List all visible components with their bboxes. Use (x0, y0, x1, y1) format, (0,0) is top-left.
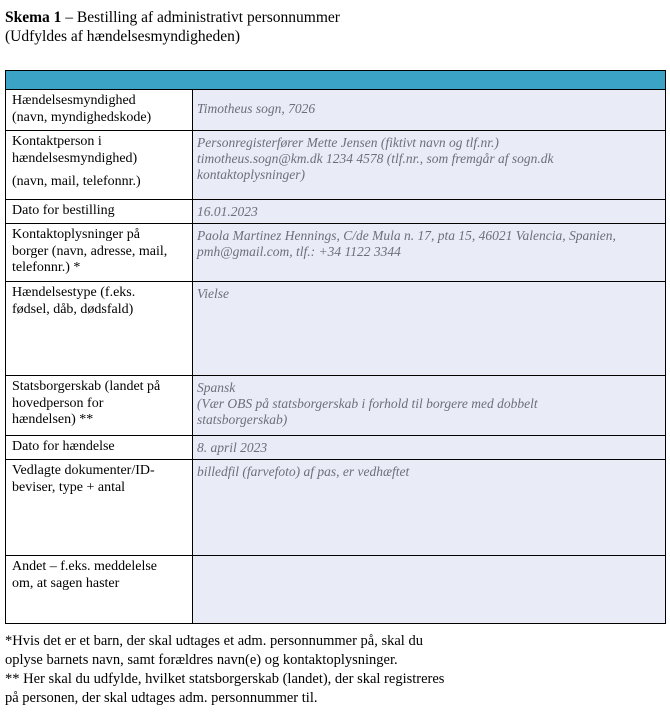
field-event-type[interactable]: Vielse (193, 282, 666, 376)
field-other[interactable] (193, 556, 666, 624)
order-form-table (5, 70, 666, 624)
field-event-date[interactable]: 8. april 2023 (193, 436, 666, 460)
row-attached-documents (6, 460, 666, 556)
field-authority[interactable]: Timotheus sogn, 7026 (193, 90, 666, 131)
label-authority: Hændelsesmyndighed (navn, myndighedskode) (6, 90, 193, 131)
schema-label: Skema 1 (5, 9, 62, 26)
field-attached-documents[interactable]: billedfil (farvefoto) af pas, er vedhæftet (193, 460, 666, 556)
label-other: Andet – f.eks. meddelelse om, at sagen haster (6, 556, 193, 624)
footnote-line: oplyse barnets navn, samt forældres navn(e) og kontaktoplysninger. (5, 652, 398, 668)
title-text: – Bestilling af administrativt personnummer (61, 9, 340, 26)
row-order-date (6, 200, 666, 224)
footnote-line: på personen, der skal udtages adm. personnummer til. (5, 690, 318, 706)
table-header-band (6, 71, 666, 90)
label-attached-documents: Vedlagte dokumenter/ID- beviser, type + antal (6, 460, 193, 556)
form-title (5, 8, 340, 27)
row-event-type (6, 282, 666, 376)
footnotes (5, 632, 605, 708)
footnote-line: *Hvis det er et barn, der skal udtages et adm. personnummer på, skal du (5, 633, 423, 649)
row-authority (6, 90, 666, 131)
label-event-date: Dato for hændelse (6, 436, 193, 460)
label-citizenship: Statsborgerskab (landet på hovedperson for hændelsen) ** (6, 376, 193, 436)
form-subtitle: (Udfyldes af hændelsesmyndigheden) (5, 28, 241, 45)
label-contact-person: Kontaktperson i hændelsesmyndighed) (navn, mail, telefonnr.) (6, 131, 193, 200)
row-citizen-contact (6, 224, 666, 282)
label-order-date: Dato for bestilling (6, 200, 193, 224)
label-citizen-contact: Kontaktoplysninger på borger (navn, adresse, mail, telefonnr.) * (6, 224, 193, 282)
row-contact-person (6, 131, 666, 200)
field-contact-person[interactable]: Personregisterfører Mette Jensen (fiktivt navn og tlf.nr.) timotheus.sogn@km.dk 1234 4578 (tlf.nr., som fremgår af sogn.dk kontaktoplysninger) (193, 131, 666, 200)
field-order-date[interactable]: 16.01.2023 (193, 200, 666, 224)
field-citizenship[interactable]: Spansk (Vær OBS på statsborgerskab i forhold til borgere med dobbelt statsborgerskab) (193, 376, 666, 436)
row-other (6, 556, 666, 624)
footnote-line: ** Her skal du udfylde, hvilket statsborgerskab (landet), der skal registreres (5, 671, 445, 687)
row-citizenship (6, 376, 666, 436)
field-citizen-contact[interactable]: Paola Martinez Hennings, C/de Mula n. 17, pta 15, 46021 Valencia, Spanien, pmh@gmail.com, tlf.: +34 1122 3344 (193, 224, 666, 282)
row-event-date (6, 436, 666, 460)
label-event-type: Hændelsestype (f.eks. fødsel, dåb, dødsfald) (6, 282, 193, 376)
